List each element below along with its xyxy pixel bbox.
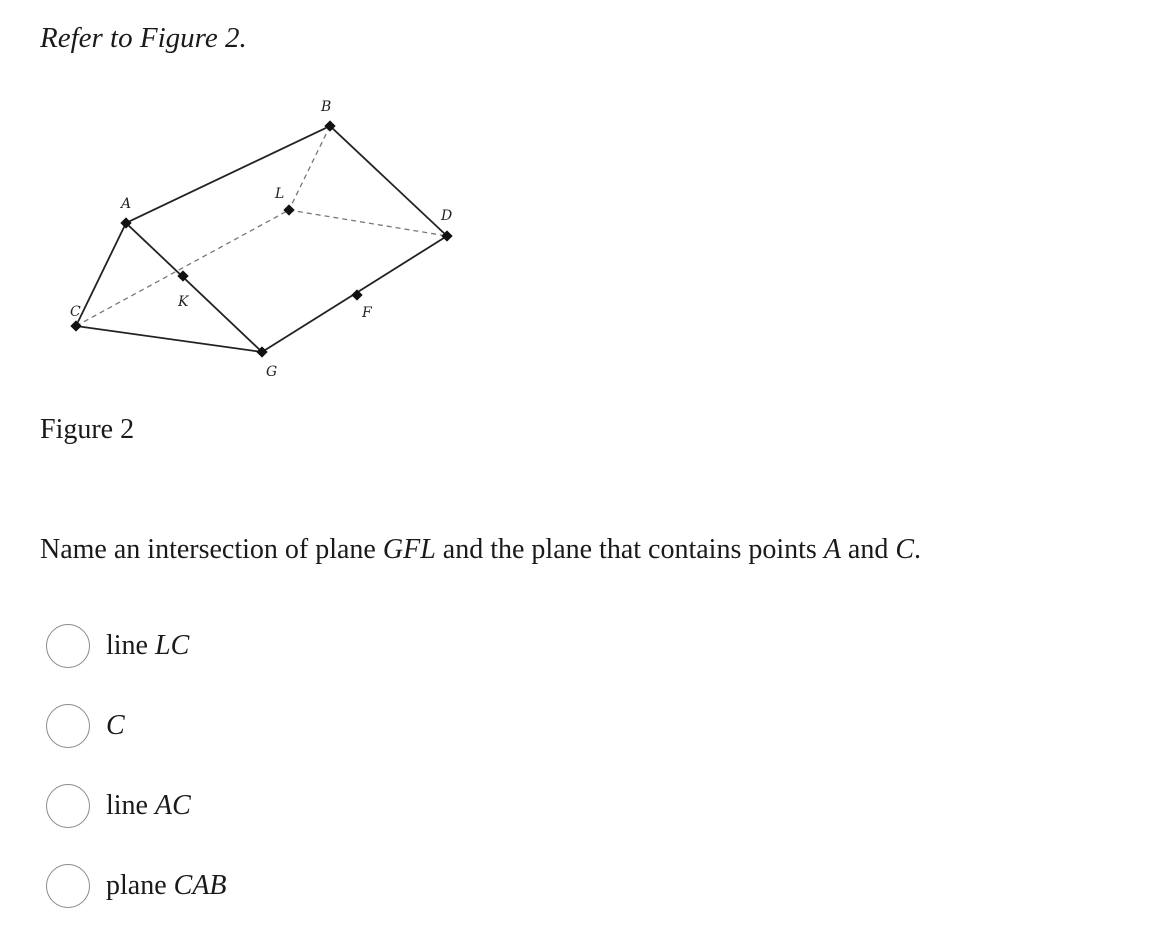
radio-button[interactable]: [46, 624, 90, 668]
point-a-label: A: [121, 196, 132, 212]
answer-option-math: C: [106, 710, 125, 741]
answer-option[interactable]: [46, 862, 227, 910]
question-end: .: [914, 534, 922, 565]
question-text-before: Name an intersection of plane: [40, 534, 383, 565]
answer-option[interactable]: [46, 622, 227, 670]
point-d-label: D: [441, 208, 453, 224]
question-conjunction: and: [840, 534, 896, 565]
answer-option-label[interactable]: [106, 708, 125, 744]
point-l-marker: [283, 204, 294, 215]
edge-bd: [330, 126, 447, 236]
question-text: [40, 532, 921, 568]
edge-ac: [76, 223, 126, 326]
point-b-label: B: [321, 99, 332, 115]
question-point-2: C: [895, 534, 915, 565]
answer-option-math: LC: [155, 630, 190, 661]
question-intro: Refer to Figure 2.: [40, 22, 247, 54]
answer-option-label[interactable]: [106, 788, 191, 824]
answer-options: [46, 622, 227, 942]
radio-button[interactable]: [46, 784, 90, 828]
answer-option-prefix: plane: [106, 870, 174, 901]
question-text-middle: and the plane that contains points: [435, 534, 824, 565]
point-k-label: K: [178, 294, 189, 310]
edge-cg: [76, 326, 262, 352]
edge-bl-hidden: [289, 126, 330, 210]
question-plane: GFL: [382, 534, 436, 565]
answer-option[interactable]: [46, 782, 227, 830]
answer-option[interactable]: [46, 702, 227, 750]
radio-button[interactable]: [46, 704, 90, 748]
answer-option-prefix: line: [106, 630, 155, 661]
point-g-label: G: [266, 364, 278, 380]
point-c-label: C: [70, 304, 81, 320]
figure-caption: Figure 2: [40, 414, 135, 445]
answer-option-prefix: line: [106, 790, 155, 821]
answer-option-label[interactable]: [106, 628, 189, 664]
question-point-1: A: [823, 534, 841, 565]
answer-option-math: CAB: [173, 870, 227, 901]
radio-button[interactable]: [46, 864, 90, 908]
answer-option-math: AC: [155, 790, 191, 821]
edge-ab: [126, 126, 330, 223]
point-c-marker: [70, 320, 81, 331]
edge-ag: [126, 223, 262, 352]
point-f-label: F: [362, 305, 372, 321]
point-f-marker: [351, 289, 362, 300]
figure-2-diagram: [60, 90, 480, 390]
answer-option-label[interactable]: [106, 868, 227, 904]
point-l-label: L: [275, 186, 285, 202]
geometry-figure: [60, 90, 480, 390]
